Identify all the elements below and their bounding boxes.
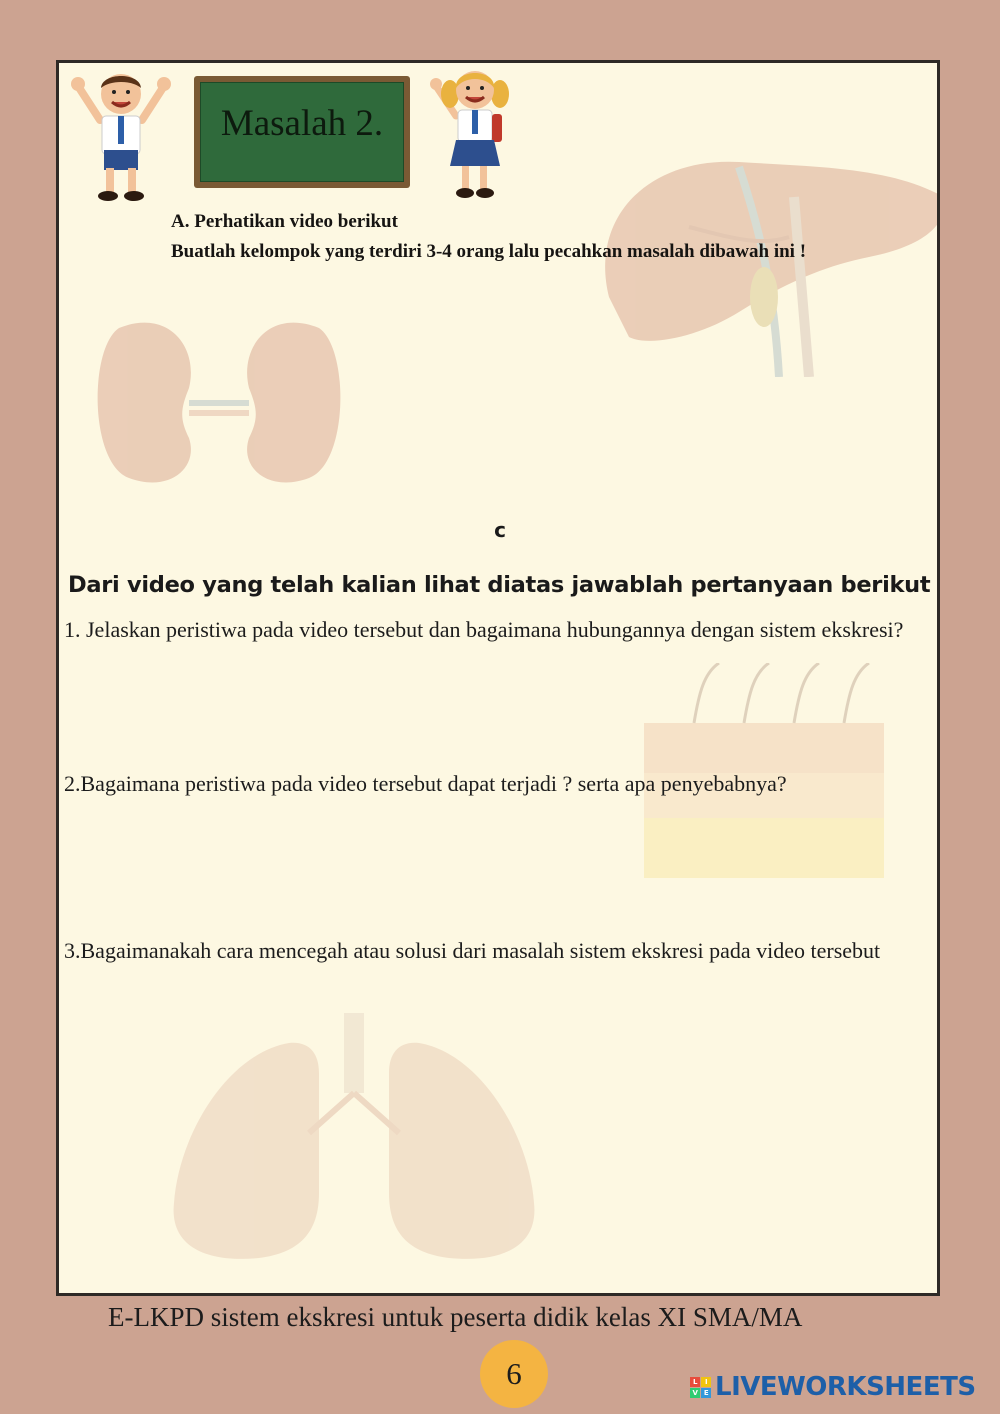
question-3: 3.Bagaimanakah cara mencegah atau solusi dari masalah sistem ekskresi pada video tersebut (64, 938, 881, 963)
instruction-line-2: Buatlah kelompok yang terdiri 3-4 orang lalu pecahkan masalah dibawah ini ! (171, 241, 807, 262)
page-number: 6 (506, 1356, 522, 1391)
boy-student-icon (70, 68, 172, 202)
instruction-line-1: A. Perhatikan video berikut (171, 211, 398, 232)
video-placeholder: c (494, 518, 506, 542)
worksheet-sheet (56, 60, 940, 1296)
question-2: 2.Bagaimana peristiwa pada video tersebut dapat terjadi ? serta apa penyebabnya? (64, 771, 787, 796)
brand-name: LIVEWORKSHEETS (715, 1372, 976, 1402)
lungs-illustration (149, 1013, 569, 1273)
footer-caption: E-LKPD sistem ekskresi untuk peserta didik kelas XI SMA/MA (108, 1302, 803, 1332)
section-heading: Dari video yang telah kalian lihat diatas jawablah pertanyaan berikut (68, 572, 931, 598)
question-1: 1. Jelaskan peristiwa pada video tersebut dan bagaimana hubungannya dengan sistem ekskresi? (64, 617, 904, 642)
kidney-illustration (69, 308, 369, 498)
liveworksheets-icon: L I V E (690, 1377, 711, 1398)
girl-student-icon (428, 64, 520, 200)
page-title: Masalah 2. (200, 82, 404, 182)
chalkboard-icon (194, 76, 410, 188)
liveworksheets-logo[interactable] (690, 1372, 976, 1402)
page-number-badge (480, 1340, 548, 1408)
